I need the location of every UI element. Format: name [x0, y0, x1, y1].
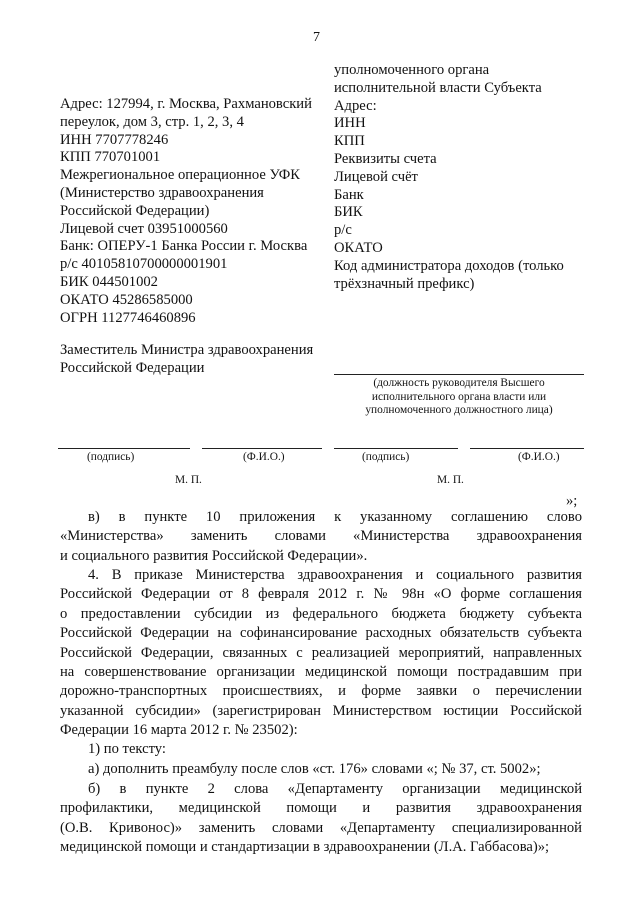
text-line: медицинской помощи и стандартизации в здравоохранении (Л.А. Габбасова)»; — [60, 839, 550, 856]
stamp-place-left: М. П. — [175, 474, 202, 486]
fio-label-right: (Ф.И.О.) — [518, 451, 560, 463]
caption-line: исполнительного органа власти или — [371, 390, 547, 403]
text-line: Российской Федерации на софинансирование расходных обязательств субъекта — [60, 625, 582, 642]
requisite-line: Банк: ОПЕРУ-1 Банка России г. Москва — [60, 238, 308, 255]
signer-position-left — [60, 342, 313, 378]
caption-line: (должность руководителя Высшего — [373, 377, 545, 389]
requisite-line: Межрегиональное операционное УФК — [60, 167, 300, 184]
text-line: (О.В. Кривонос)» заменить словами «Департаменту специализированной — [60, 819, 582, 836]
requisite-line: Адрес: — [334, 97, 377, 114]
subject-requisites — [334, 62, 564, 293]
fio-line-left — [202, 448, 322, 449]
text-line: указанной субсидии» (зарегистрирован Министерством юстиции Российской — [60, 702, 582, 719]
text-line: Федерации 16 марта 2012 г. № 23502): — [60, 722, 298, 739]
paragraph-b — [60, 780, 582, 858]
requisite-line: р/с — [334, 222, 352, 239]
text-line: дорожно-транспортных происшествиях, и форме заявки о перечислении — [60, 683, 582, 700]
requisite-line: ИНН 7707778246 — [60, 131, 169, 148]
requisite-line: р/с 40105810700000001901 — [60, 256, 228, 273]
requisite-line: исполнительной власти Субъекта — [334, 79, 542, 96]
requisite-line: БИК 044501002 — [60, 273, 158, 290]
text-line: о предоставлении субсидии из федерального бюджета бюджету субъекта — [60, 605, 582, 622]
paragraph-v — [60, 508, 582, 566]
signature-line-left — [58, 448, 190, 449]
form-end-mark: »; — [566, 493, 578, 509]
requisite-line: КПП — [334, 133, 365, 150]
text-line: профилактики, медицинской помощи и развития здравоохранения — [60, 800, 582, 817]
requisite-line: ОГРН 1127746460896 — [60, 309, 196, 326]
requisite-line: переулок, дом 3, стр. 1, 2, 3, 4 — [60, 113, 244, 130]
requisite-line: (Министерство здравоохранения — [60, 184, 264, 201]
requisite-line: трёхзначный префикс) — [334, 275, 475, 292]
page-number: 7 — [313, 30, 320, 45]
paragraph-4 — [60, 566, 582, 741]
requisite-line: КПП 770701001 — [60, 149, 161, 166]
signature-line-right — [334, 448, 458, 449]
signature-label-right: (подпись) — [362, 451, 410, 463]
requisite-line: Код администратора доходов (только — [334, 257, 564, 274]
signer-line: Российской Федерации — [60, 359, 205, 376]
requisite-line: ИНН — [334, 115, 366, 132]
requisite-line: Российской Федерации) — [60, 202, 210, 219]
requisite-line: Реквизиты счета — [334, 150, 437, 167]
requisite-line: Банк — [334, 186, 364, 203]
position-caption — [334, 377, 584, 418]
text-line: в) в пункте 10 приложения к указанному соглашению слово — [88, 509, 582, 525]
requisite-line: Лицевой счет 03951000560 — [60, 220, 228, 237]
position-signature-line — [334, 374, 584, 375]
ministry-requisites — [60, 96, 312, 327]
item-1 — [60, 740, 582, 759]
text-line: 4. В приказе Министерства здравоохранения и социального развития — [88, 567, 582, 583]
stamp-place-right: М. П. — [437, 474, 464, 486]
requisite-line: уполномоченного органа — [334, 62, 490, 78]
signature-label-left: (подпись) — [87, 451, 135, 463]
text-line: Российской Федерации, связанных с реализацией мероприятий, направленных — [60, 644, 582, 661]
requisite-line: ОКАТО — [334, 239, 383, 256]
text-line: а) дополнить преамбулу после слов «ст. 176» словами «; № 37, ст. 5002»; — [88, 761, 541, 777]
text-line: Российской Федерации от 8 февраля 2012 г. № 98н «О форме соглашения — [60, 586, 582, 603]
text-line: 1) по тексту: — [88, 741, 166, 757]
requisite-line: Адрес: 127994, г. Москва, Рахмановский — [60, 96, 312, 112]
caption-line: уполномоченного должностного лица) — [365, 404, 553, 417]
requisite-line: Лицевой счёт — [334, 168, 418, 185]
text-line: и социального развития Российской Федерации». — [60, 547, 368, 564]
fio-label-left: (Ф.И.О.) — [243, 451, 285, 463]
text-line: «Министерства» заменить словами «Министерства здравоохранения — [60, 528, 582, 545]
text-line: на совершенствование организации медицинской помощи пострадавшим при — [60, 664, 582, 681]
signer-line: Заместитель Министра здравоохранения — [60, 342, 314, 358]
item-a — [60, 760, 582, 779]
fio-line-right — [470, 448, 584, 449]
requisite-line: ОКАТО 45286585000 — [60, 291, 193, 308]
requisite-line: БИК — [334, 204, 363, 221]
text-line: б) в пункте 2 слова «Департаменту организации медицинской — [88, 781, 582, 797]
